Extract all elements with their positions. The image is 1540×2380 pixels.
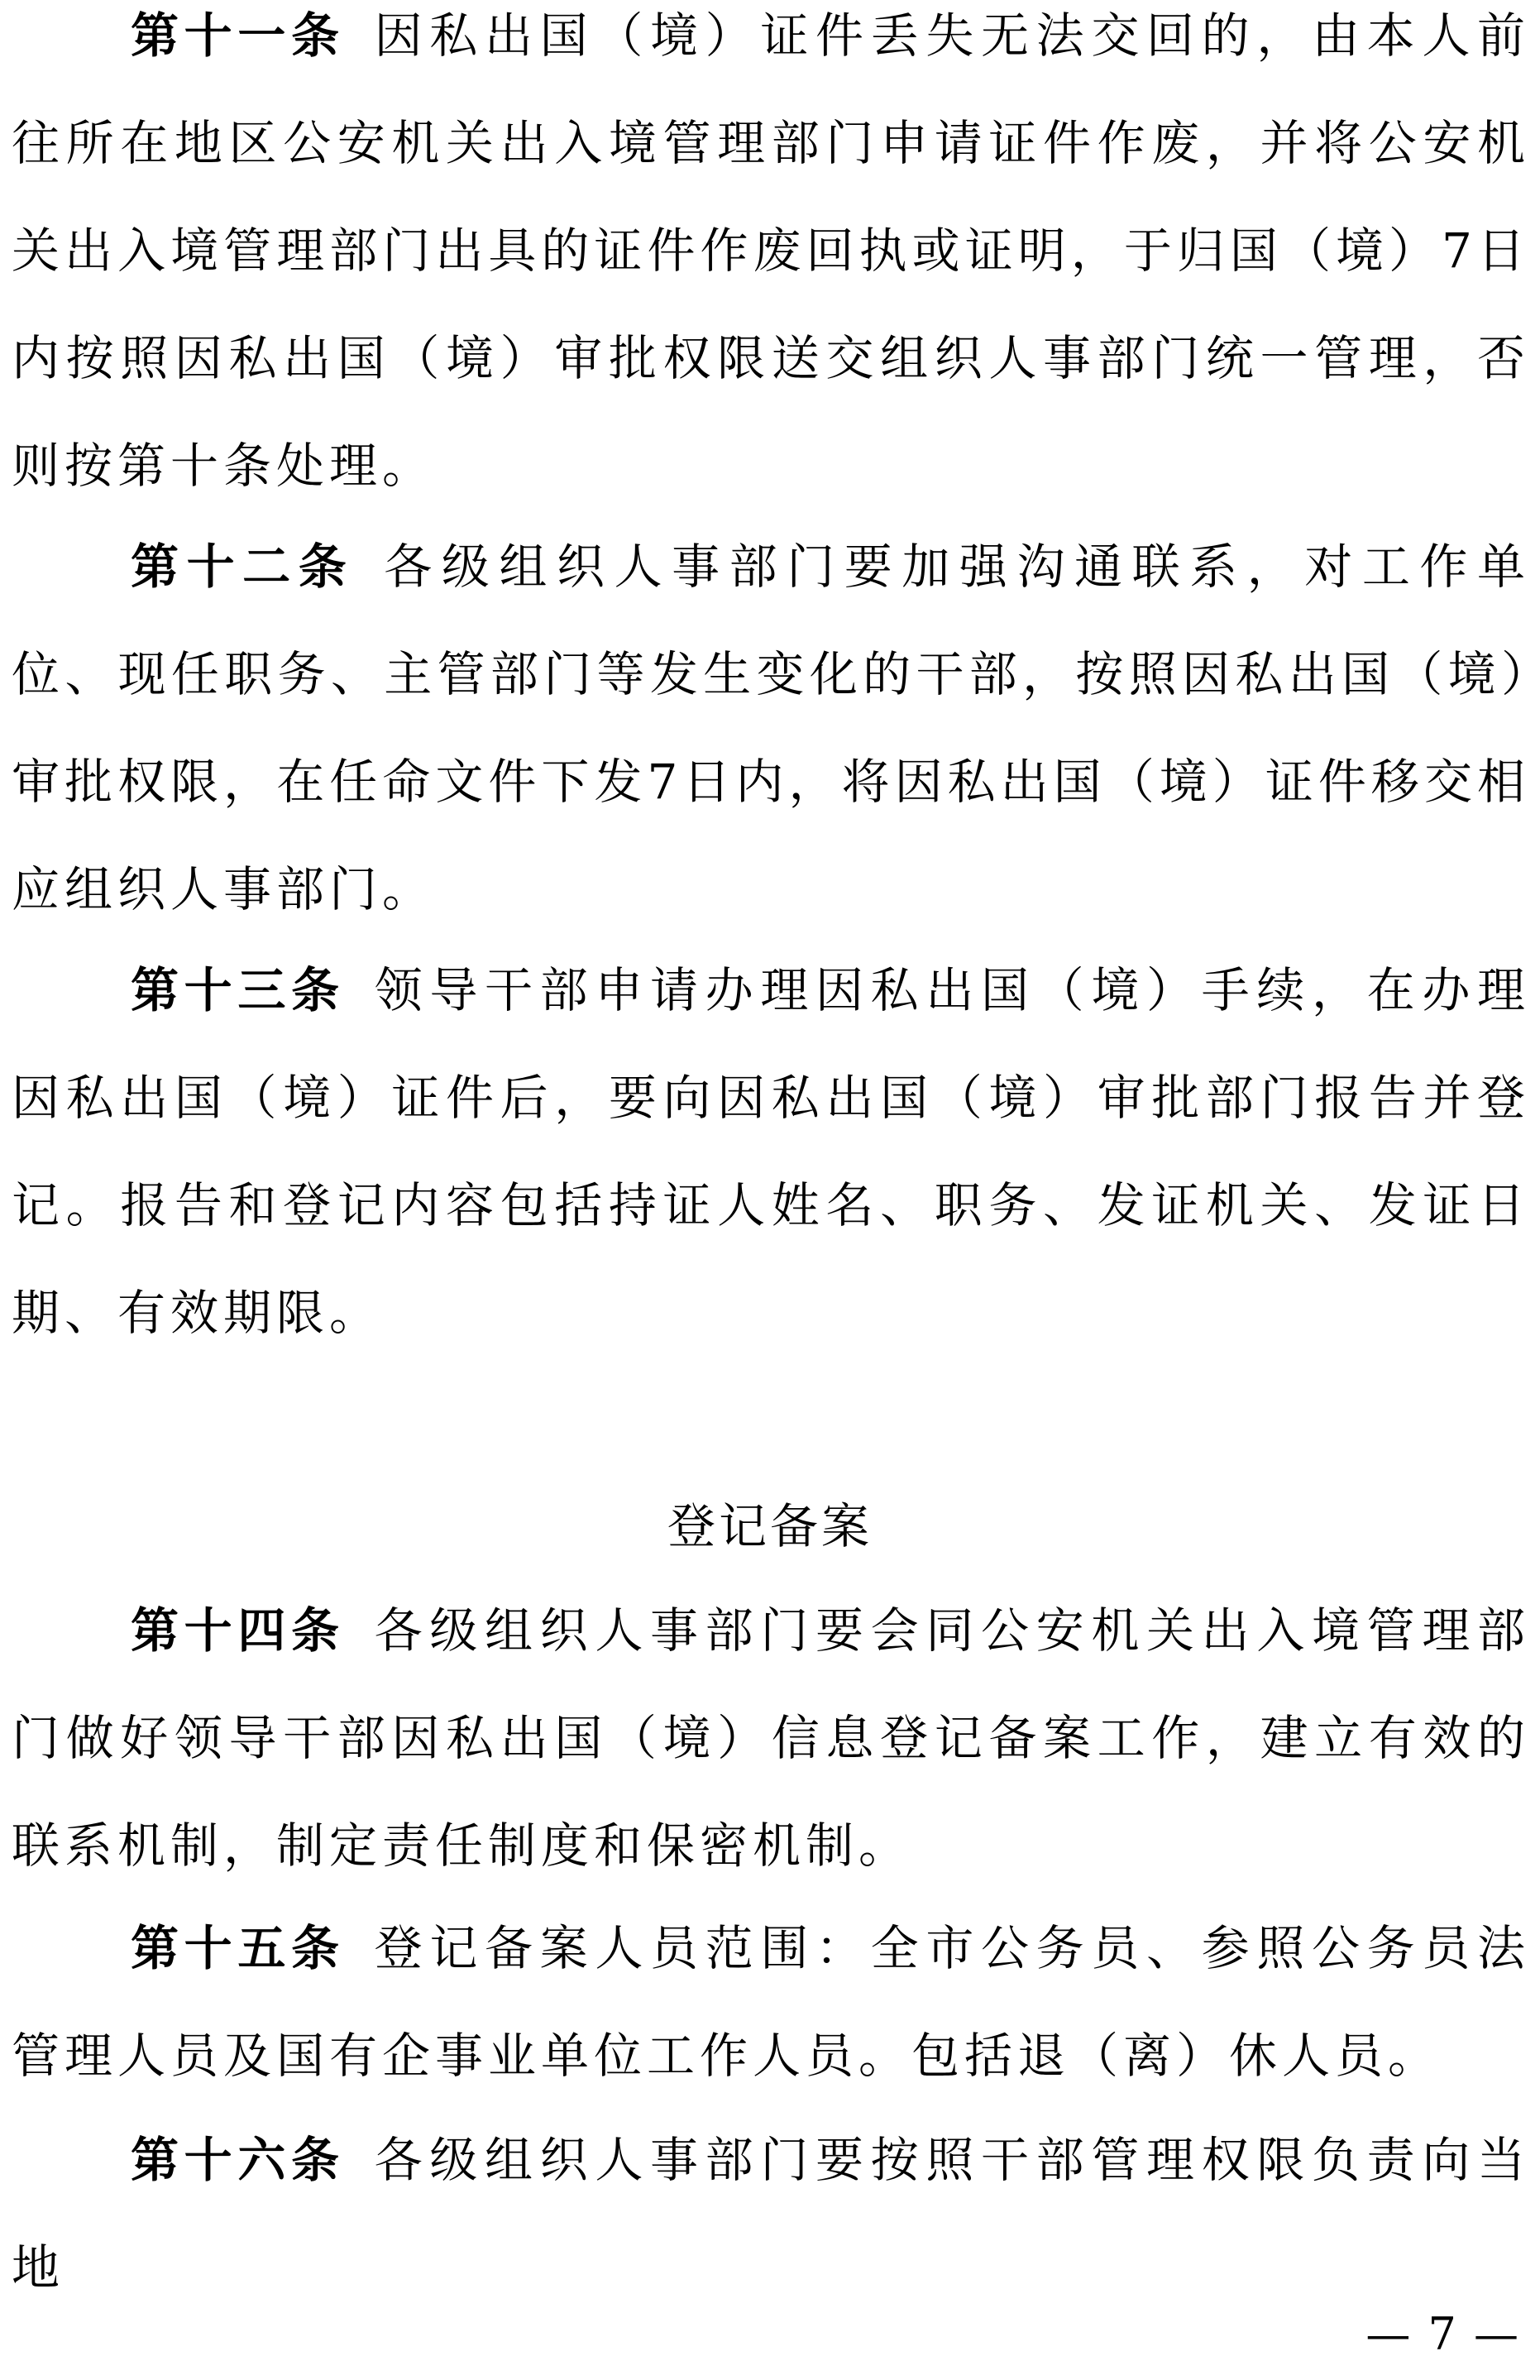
article-12	[12, 513, 1530, 943]
article-11	[12, 0, 1530, 520]
article-16-head: 第十六条	[131, 2132, 345, 2188]
section-heading: 登记备案	[667, 1498, 873, 1554]
article-15	[12, 1894, 1530, 2109]
article-15-head: 第十五条	[131, 1920, 345, 1976]
article-11-text: 因私出国（境）证件丢失无法交回的，由本人前往所在地区公安机关出入境管理部门申请证件作废，并将公安机关出入境管理部门出具的证件作废回执或证明，于归国（境）7日内按照因私出国（境）审批权限送交组织人事部门统一管理，否则按第十条处理。	[12, 7, 1530, 494]
article-15-text: 登记备案人员范围：全市公务员、参照公务员法管理人员及国有企事业单位工作人员。包括退（离）休人员。	[12, 1920, 1530, 2084]
article-14-text: 各级组织人事部门要会同公安机关出入境管理部门做好领导干部因私出国（境）信息登记备案工作，建立有效的联系机制，制定责任制度和保密机制。	[12, 1602, 1530, 1874]
article-16-text: 各级组织人事部门要按照干部管理权限负责向当地	[12, 2132, 1530, 2296]
article-12-text: 各级组织人事部门要加强沟通联系，对工作单位、现任职务、主管部门等发生变化的干部，按照因私出国（境）审批权限，在任命文件下发7日内，将因私出国（境）证件移交相应组织人事部门。	[12, 539, 1530, 917]
article-13	[12, 936, 1530, 1367]
article-16	[12, 2106, 1530, 2321]
page-number: — 7 —	[1365, 2308, 1520, 2360]
article-12-head: 第十二条	[131, 539, 355, 595]
article-11-head: 第十一条	[131, 7, 345, 64]
article-13-text: 领导干部申请办理因私出国（境）手续，在办理因私出国（境）证件后，要向因私出国（境）审批部门报告并登记。报告和登记内容包括持证人姓名、职务、发证机关、发证日期、有效期限。	[12, 962, 1530, 1341]
article-13-head: 第十三条	[131, 962, 345, 1018]
article-14-head: 第十四条	[131, 1602, 345, 1659]
article-14	[12, 1577, 1530, 1899]
